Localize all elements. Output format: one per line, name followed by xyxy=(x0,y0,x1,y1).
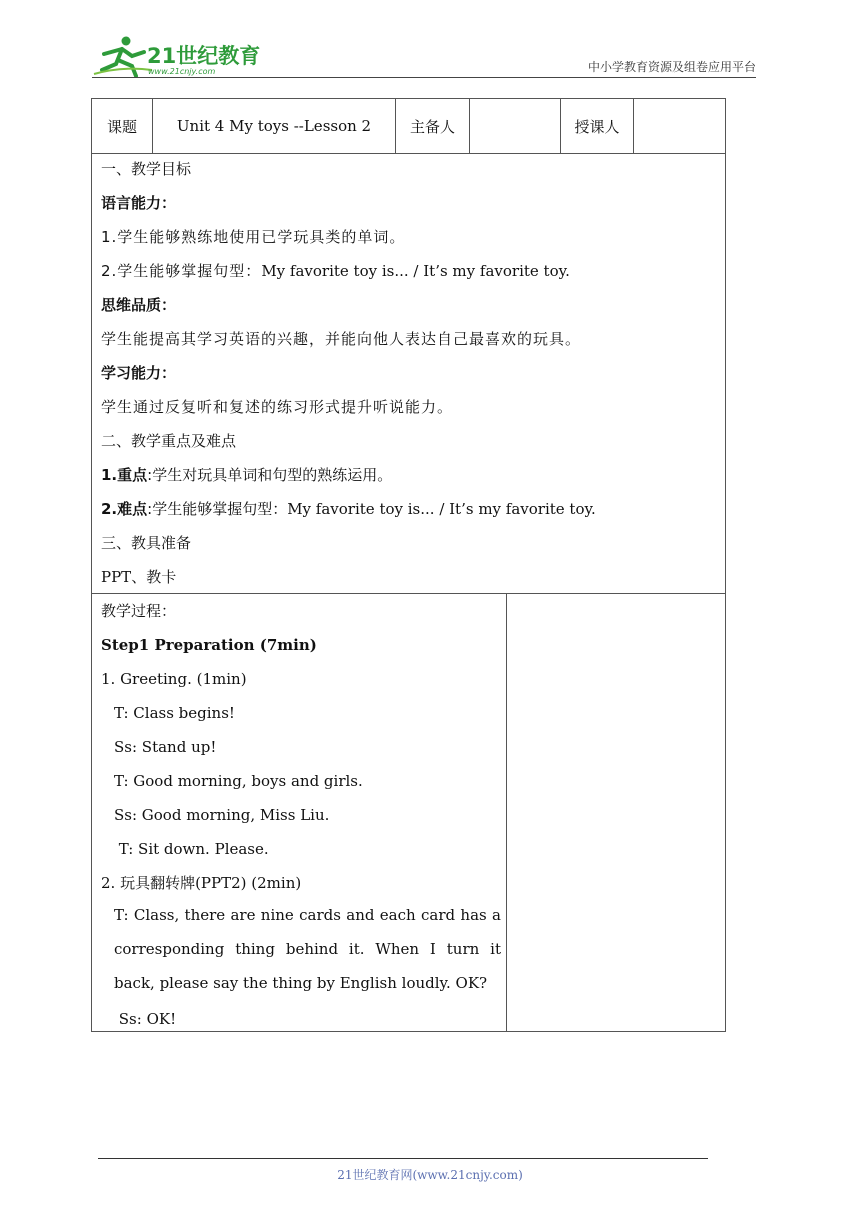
runner-logo-icon xyxy=(92,34,262,78)
process-heading: 教学过程： xyxy=(101,602,177,620)
header-divider xyxy=(92,77,756,78)
topic-label: 课题 xyxy=(92,99,153,153)
logo xyxy=(92,34,262,78)
key-point xyxy=(101,465,392,485)
teacher-label: 授课人 xyxy=(561,99,634,153)
preparer-value xyxy=(470,99,561,153)
dialogue-line: T: Class begins! xyxy=(114,704,235,722)
key-point-text: :学生对玩具单词和句型的熟练运用。 xyxy=(147,466,393,484)
prep-text: PPT、教卡 xyxy=(101,568,177,586)
objectives-heading: 一、教学目标 xyxy=(101,160,192,178)
greeting-item: 1. Greeting. (1min) xyxy=(101,670,247,688)
learning-item-1: 学生通过反复听和复述的练习形式提升听说能力。 xyxy=(101,398,454,416)
flip-cards-item: 2. 玩具翻转牌(PPT2) (2min) xyxy=(101,874,302,892)
key-difficulty-heading: 二、教学重点及难点 xyxy=(101,432,237,450)
svg-text:www.21cnjy.com: www.21cnjy.com xyxy=(148,67,216,76)
thinking-heading: 思维品质： xyxy=(101,296,177,314)
language-item-2-sentence: My favorite toy is... / It’s my favorite toy. xyxy=(261,262,570,280)
dialogue-line: Ss: OK! xyxy=(114,1010,177,1028)
footer-divider xyxy=(98,1158,708,1159)
teacher-value xyxy=(634,99,725,153)
key-point-label: 1.重点 xyxy=(101,466,148,484)
table-header-row xyxy=(92,99,725,154)
flip-cards-paragraph: T: Class, there are nine cards and each card has a corresponding thing behind it. When I turn it back, please say the thing by English loudly. OK? xyxy=(114,906,501,992)
difficult-point-sentence: My favorite toy is... / It’s my favorite toy. xyxy=(287,500,596,518)
footer-text: 21世纪教育网(www.21cnjy.com) xyxy=(337,1168,523,1182)
lesson-plan-table xyxy=(91,98,726,1032)
page-header xyxy=(92,34,756,78)
language-item-2 xyxy=(101,261,570,281)
language-item-2-prefix: 2.学生能够掌握句型： xyxy=(101,262,262,280)
topic-value: Unit 4 My toys --Lesson 2 xyxy=(153,99,396,153)
objectives-section xyxy=(92,153,725,594)
dialogue-line: T: Sit down. Please. xyxy=(114,840,269,858)
learning-heading: 学习能力： xyxy=(101,364,177,382)
difficult-point-prefix: :学生能够掌握句型： xyxy=(147,500,288,518)
svg-text:21世纪教育: 21世纪教育 xyxy=(147,44,261,68)
prep-heading: 三、教具准备 xyxy=(101,534,192,552)
thinking-item-1: 学生能提高其学习英语的兴趣，并能向他人表达自己最喜欢的玩具。 xyxy=(101,330,582,348)
dialogue-line: Ss: Stand up! xyxy=(114,738,217,756)
difficult-point-label: 2.难点 xyxy=(101,500,148,518)
language-heading: 语言能力： xyxy=(101,194,177,212)
process-section xyxy=(92,593,725,1031)
step1-heading: Step1 Preparation (7min) xyxy=(101,636,317,654)
column-divider xyxy=(506,593,507,1031)
preparer-label: 主备人 xyxy=(396,99,470,153)
platform-name: 中小学教育资源及组卷应用平台 xyxy=(587,60,756,74)
dialogue-line: Ss: Good morning, Miss Liu. xyxy=(114,806,330,824)
dialogue-line: T: Good morning, boys and girls. xyxy=(114,772,363,790)
difficult-point xyxy=(101,499,596,519)
language-item-1: 1.学生能够熟练地使用已学玩具类的单词。 xyxy=(101,228,406,246)
